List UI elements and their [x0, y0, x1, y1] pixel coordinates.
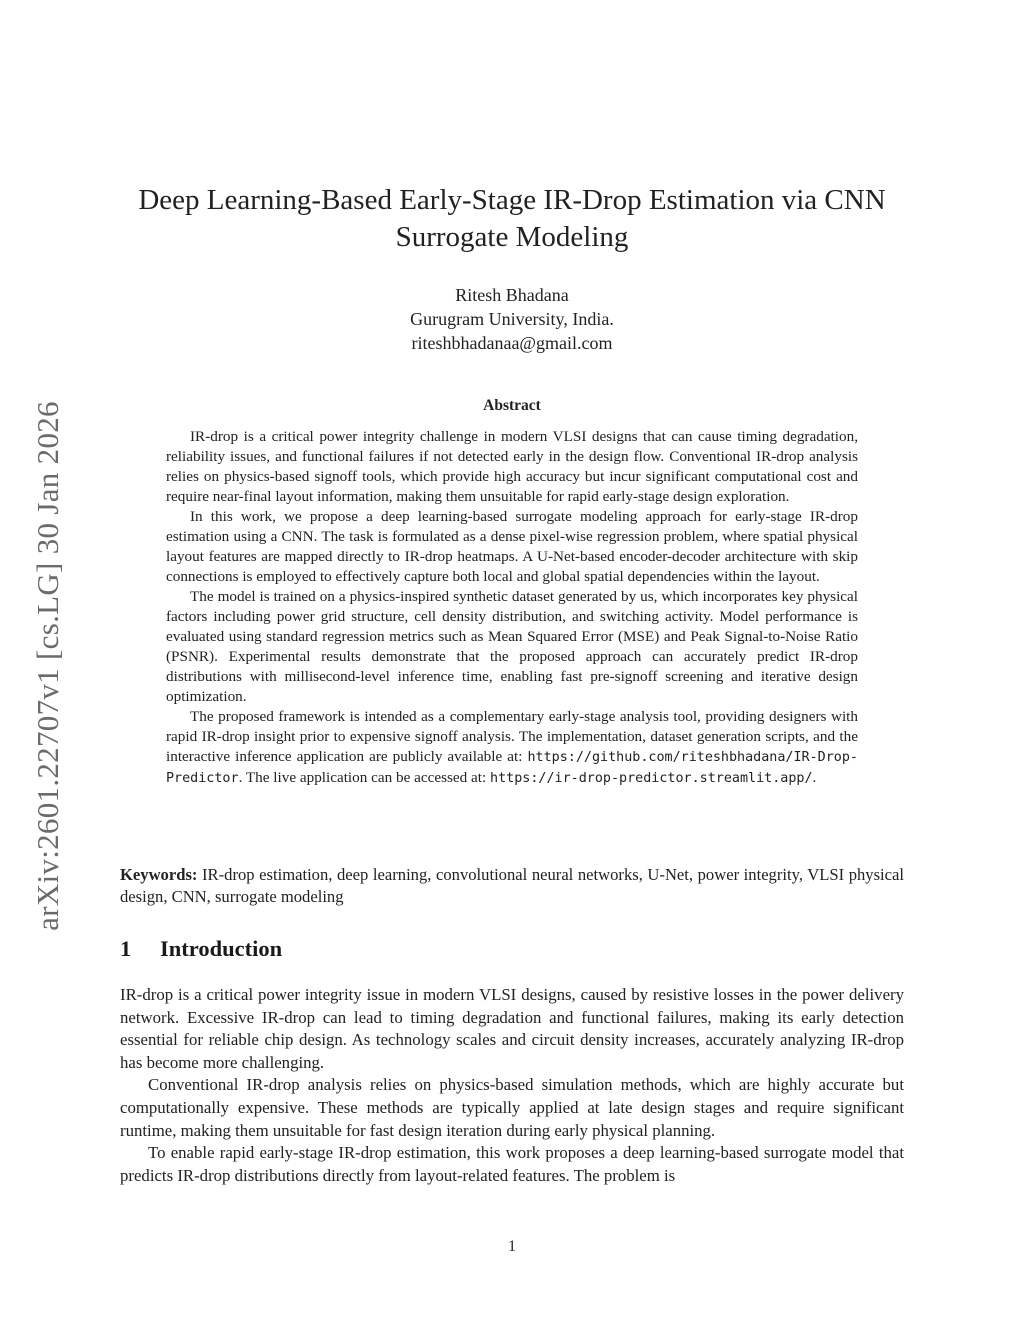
keywords-text: IR-drop estimation, deep learning, convolutional neural networks, U-Net, power integrity, VLSI physical design, CNN, surrogate modeling: [120, 865, 905, 906]
author-affiliation: Gurugram University, India.: [410, 309, 614, 329]
abstract-p4-mid: . The live application can be accessed at:: [238, 769, 487, 786]
author-block: [120, 283, 904, 355]
abstract-p4-end: .: [812, 769, 817, 786]
abstract-heading: Abstract: [483, 397, 541, 414]
section-number: 1: [120, 936, 132, 961]
section-title: Introduction: [160, 936, 283, 961]
abstract-p4-text: The proposed framework is intended as a complementary early-stage analysis tool, providing designers with rapid IR-drop insight prior to expensive signoff analysis. The implementation, dataset generation scripts, and the interactive inference application are publicly available at:: [166, 708, 858, 765]
author-name: Ritesh Bhadana: [455, 285, 569, 305]
paper-title: Deep Learning-Based Early-Stage IR-Drop Estimation via CNN Surrogate Modeling: [138, 184, 886, 253]
keywords-label: Keywords:: [120, 865, 198, 884]
abstract-body: [166, 427, 858, 789]
intro-paragraph-1: IR-drop is a critical power integrity issue in modern VLSI designs, caused by resistive losses in the power delivery network. Excessive IR-drop can lead to timing degradation and functional failures, making its early detection essential for reliable chip design. As technology scales and circuit density increases, accurately analyzing IR-drop has become more challenging.: [120, 985, 904, 1072]
keywords-block: [120, 864, 904, 908]
app-url-link[interactable]: https://ir-drop-predictor.streamlit.app/: [490, 771, 813, 786]
abstract-paragraph-3: The model is trained on a physics-inspired synthetic dataset generated by us, which incorporates key physical factors including power grid structure, cell density distribution, and switching activity. Model performance is evaluated using standard regression metrics such as Mean Squared Error (MSE) and Peak Signal-to-Noise Ratio (PSNR). Experimental results demonstrate that the proposed approach can accurately predict IR-drop distributions with millisecond-level inference time, enabling fast pre-signoff screening and iterative design optimization.: [166, 588, 858, 705]
arxiv-side-stamp: arXiv:2601.22707v1 [cs.LG] 30 Jan 2026: [30, 401, 65, 931]
abstract-paragraph-2: In this work, we propose a deep learning-based surrogate modeling approach for early-stage IR-drop estimation using a CNN. The task is formulated as a dense pixel-wise regression problem, where spatial physical layout features are mapped directly to IR-drop heatmaps. A U-Net-based encoder-decoder architecture with skip connections is employed to effectively capture both local and global spatial dependencies within the layout.: [166, 508, 858, 585]
intro-paragraph-3: To enable rapid early-stage IR-drop estimation, this work proposes a deep learning-based surrogate model that predicts IR-drop distributions directly from layout-related features. The problem is: [120, 1143, 904, 1185]
intro-paragraph-2: Conventional IR-drop analysis relies on physics-based simulation methods, which are highly accurate but computationally expensive. These methods are typically applied at late design stages and require significant runtime, making them unsuitable for fast design iteration during early physical planning.: [120, 1075, 904, 1140]
section-heading: [120, 936, 904, 962]
author-email: riteshbhadanaa@gmail.com: [411, 333, 613, 353]
introduction-body: [120, 984, 904, 1187]
abstract-paragraph-1: IR-drop is a critical power integrity challenge in modern VLSI designs that can cause timing degradation, reliability issues, and functional failures if not detected early in the design flow. Conventional IR-drop analysis relies on physics-based signoff tools, which provide high accuracy but incur significant computational cost and require near-final layout information, making them unsuitable for rapid early-stage design exploration.: [166, 428, 858, 505]
page-number: 1: [508, 1238, 516, 1255]
repo-url-link[interactable]: https://github.com/riteshbhadana/IR-Drop-Predictor: [166, 750, 858, 786]
abstract-paragraph-4: [166, 707, 858, 789]
